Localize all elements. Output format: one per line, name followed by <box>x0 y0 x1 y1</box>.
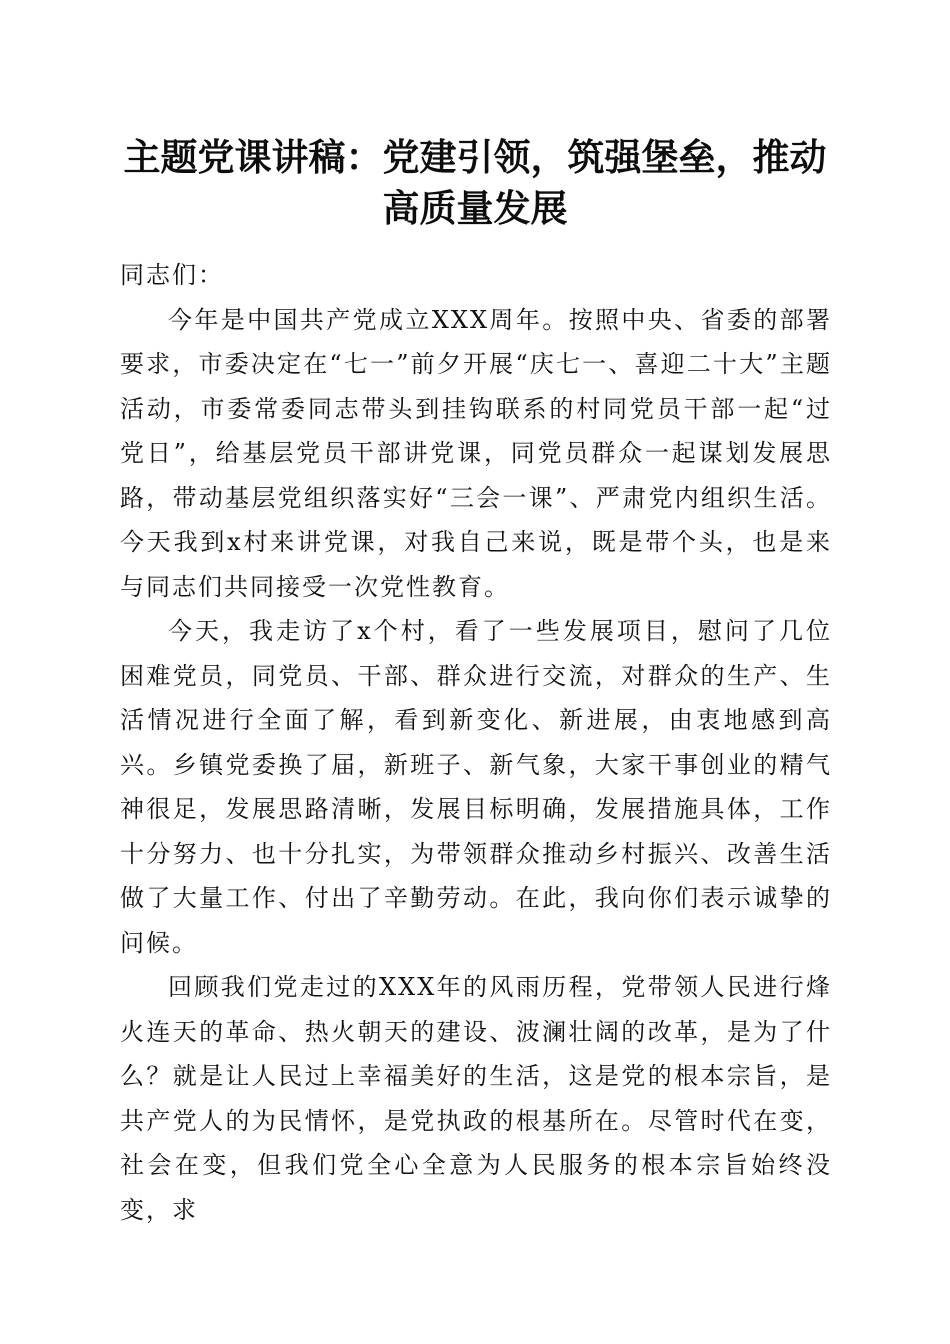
paragraph-2: 今天，我走访了x个村，看了一些发展项目，慰问了几位困难党员，同党员、干部、群众进行交流，对群众的生产、生活情况进行全面了解，看到新变化、新进展，由衷地感到高兴。乡镇党委换了届，新班子、新气象，大家干事创业的精气神很足，发展思路清晰，发展目标明确，发展措施具体，工作十分努力、也十分扎实，为带领群众推动乡村振兴、改善生活做了大量工作、付出了辛勤劳动。在此，我向你们表示诚挚的问候。 <box>120 617 832 957</box>
paragraph-3: 回顾我们党走过的XXX年的风雨历程，党带领人民进行烽火连天的革命、热火朝天的建设、波澜壮阔的改革，是为了什么？就是让人民过上幸福美好的生活，这是党的根本宗旨，是共产党人的为民情怀，是党执政的根基所在。尽管时代在变，社会在变，但我们党全心全意为人民服务的根本宗旨始终没变，求 <box>120 973 832 1224</box>
salutation: 同志们： <box>120 261 224 289</box>
document-title: 主题党课讲稿：党建引领，筑强堡垒，推动高质量发展 <box>123 135 827 230</box>
document-body <box>120 253 832 1232</box>
paragraph-1: 今年是中国共产党成立XXX周年。按照中央、省委的部署要求，市委决定在“七一”前夕开展“庆七一、喜迎二十大”主题活动，市委常委同志带头到挂钩联系的村同党员干部一起“过党日”，给基层党员干部讲党课，同党员群众一起谋划发展思路，带动基层党组织落实好“三会一课”、严肃党内组织生活。今天我到x村来讲党课，对我自己来说，既是带个头，也是来与同志们共同接受一次党性教育。 <box>120 305 832 601</box>
